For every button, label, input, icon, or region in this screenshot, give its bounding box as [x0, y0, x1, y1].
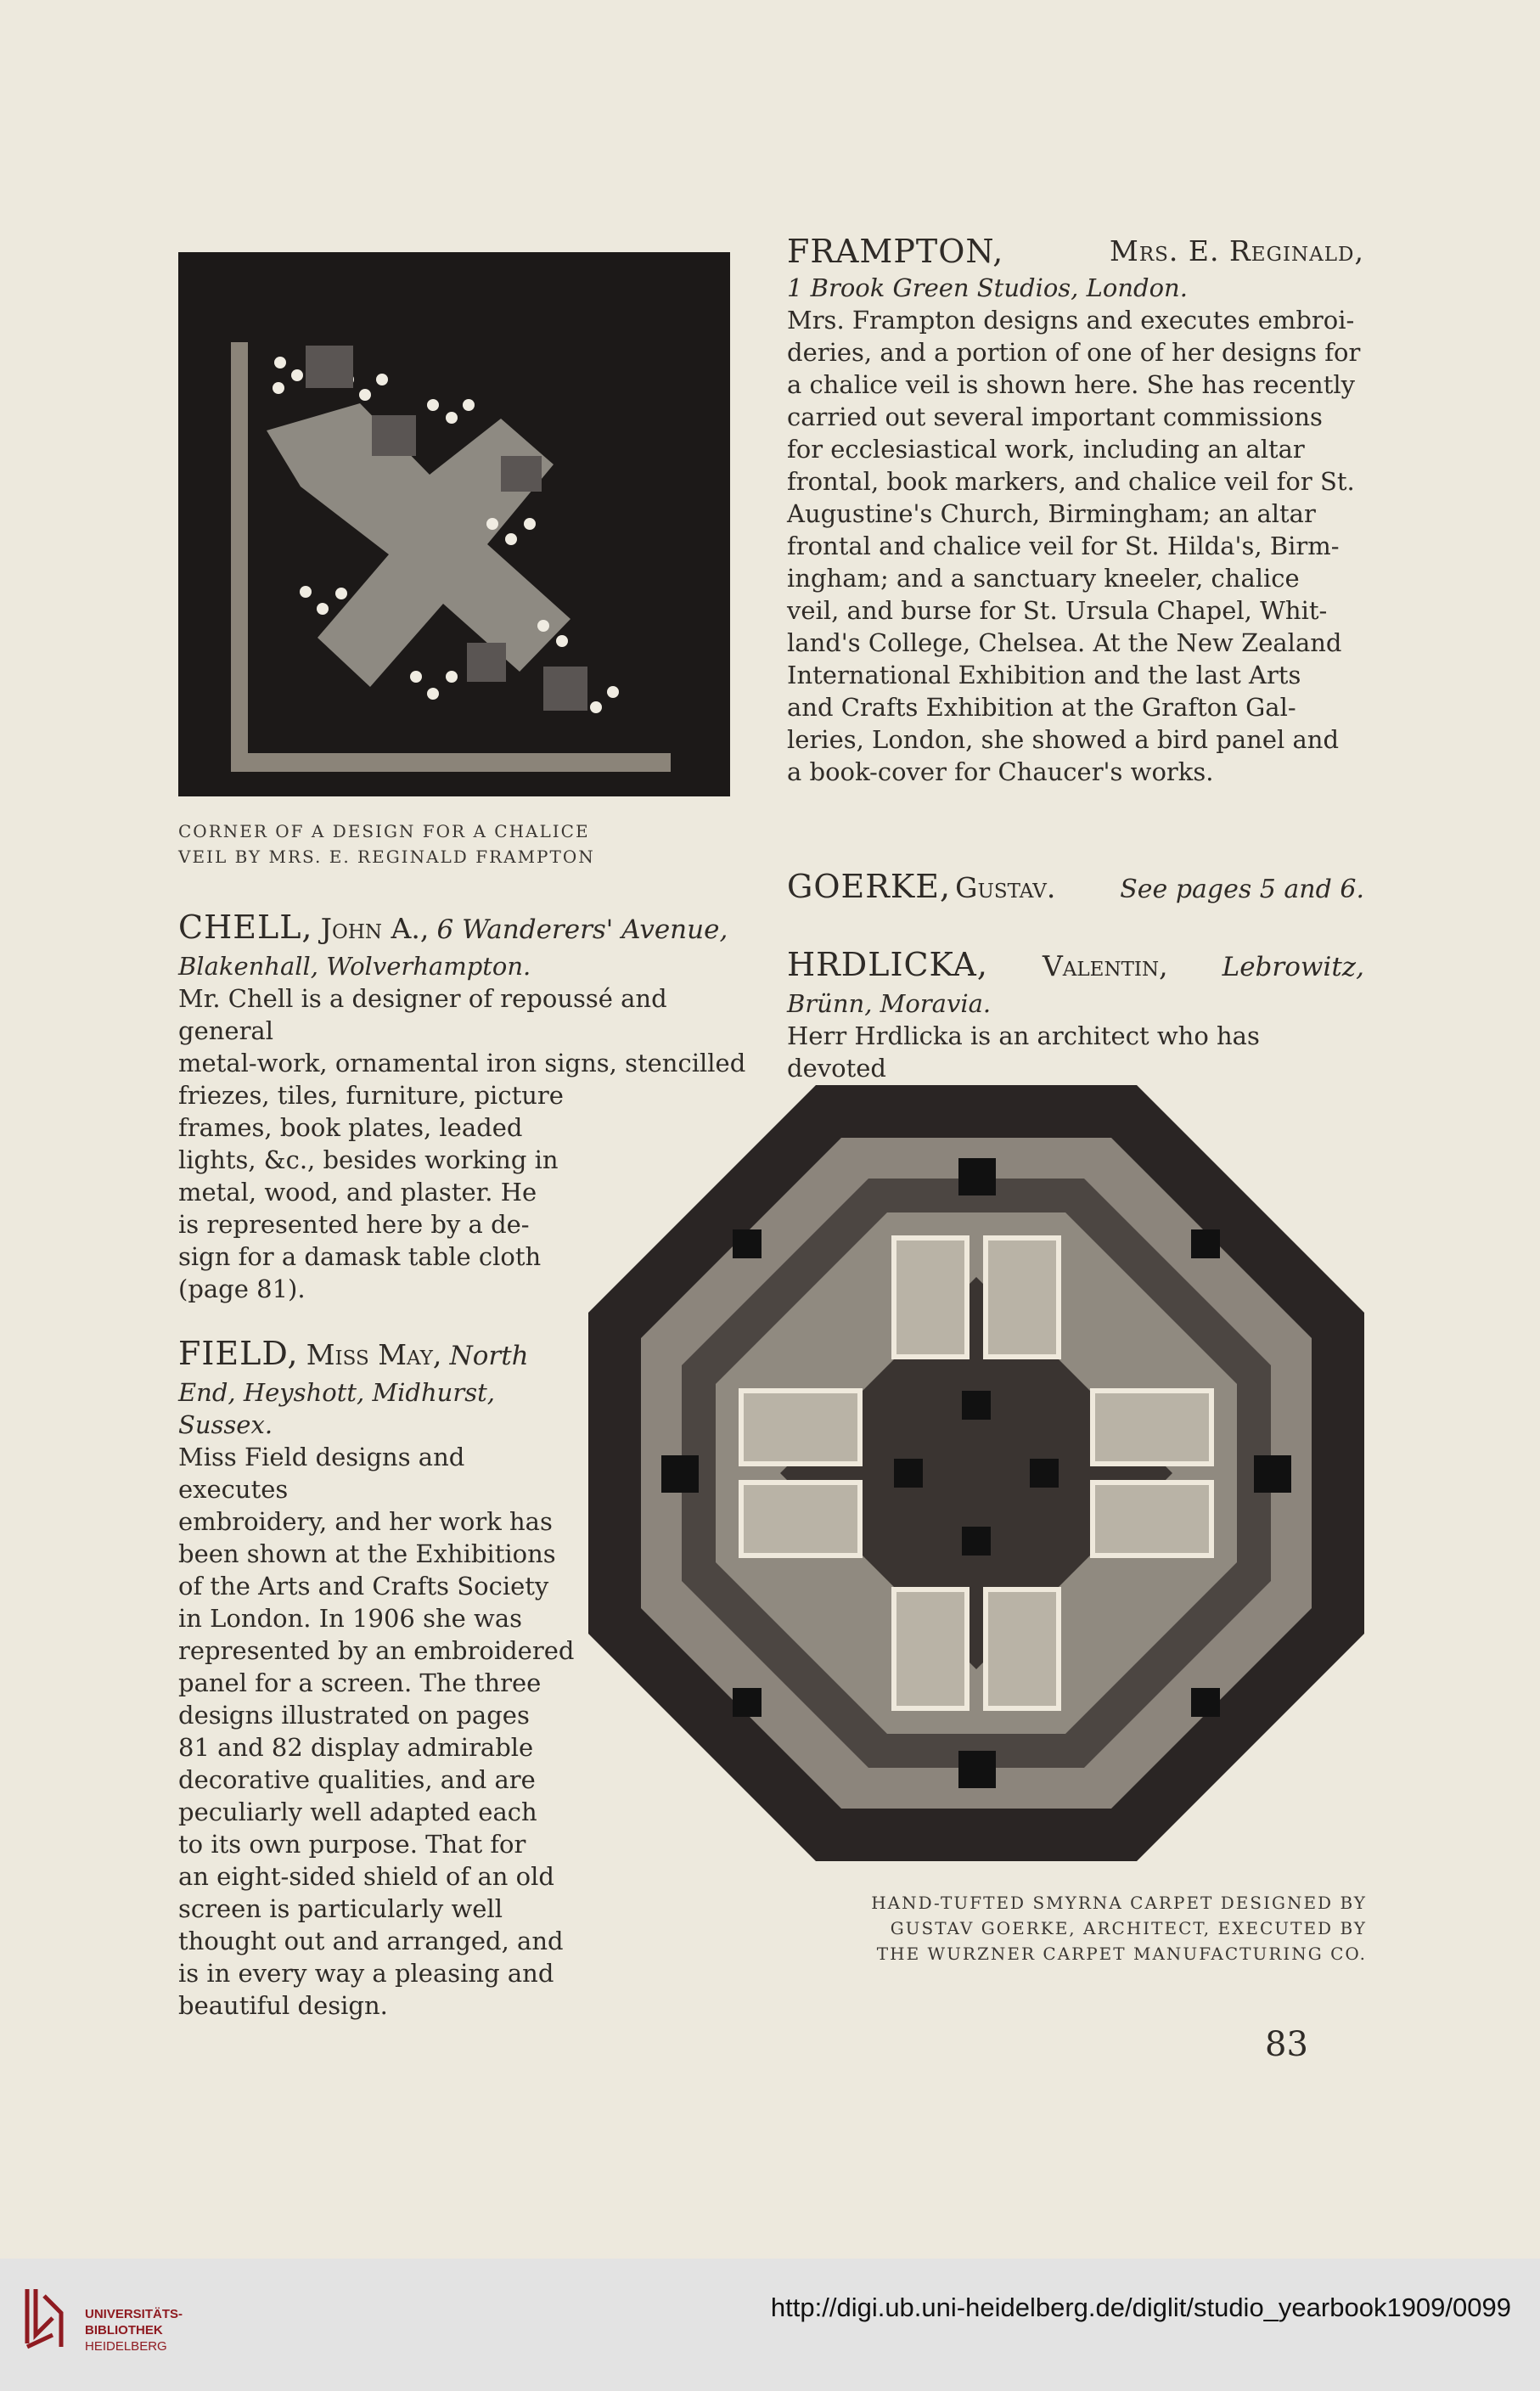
- field-entry: [178, 1333, 577, 2022]
- text-line: (page 81).: [178, 1274, 306, 1303]
- text-line: Miss Field designs and executes: [178, 1443, 465, 1504]
- text-line: deries, and a portion of one of her designs for: [787, 338, 1361, 367]
- text-line: carried out several important commissions: [787, 402, 1323, 431]
- text-line: of the Arts and Crafts Society: [178, 1572, 549, 1601]
- entry-text: [787, 304, 1364, 788]
- source-url-link[interactable]: http://digi.ub.uni-heidelberg.de/diglit/studio_yearbook1909/0099: [770, 2293, 1511, 2322]
- text-line: to its own purpose. That for: [178, 1830, 526, 1859]
- entry-heading: [178, 1333, 577, 1376]
- text-line: panel for a screen. The three: [178, 1668, 542, 1697]
- goerke-heading: [787, 868, 1055, 905]
- text-line: friezes, tiles, furniture, picture: [178, 1081, 564, 1110]
- page-number: 83: [1265, 2025, 1308, 2064]
- entry-address: Blakenhall, Wolverhampton.: [178, 952, 531, 981]
- text-line: embroidery, and her work has: [178, 1507, 553, 1536]
- text-line: beautiful design.: [178, 1991, 388, 2020]
- text-line: sign for a damask table cloth: [178, 1242, 542, 1271]
- library-line: UNIVERSITÄTS-: [85, 2307, 183, 2321]
- text-line: frontal and chalice veil for St. Hilda's, Birm-: [787, 532, 1340, 560]
- entry-name: FRAMPTON,: [787, 233, 1004, 270]
- text-line: veil, and burse for St. Ursula Chapel, Whit-: [787, 596, 1328, 625]
- text-line: a chalice veil is shown here. She has recently: [787, 370, 1356, 399]
- text-line: an eight-sided shield of an old: [178, 1862, 554, 1891]
- text-line: metal-work, ornamental iron signs, stencilled: [178, 1049, 746, 1077]
- chalice-veil-caption: [178, 819, 730, 869]
- hrdlicka-entry: [787, 944, 1364, 1084]
- library-logo-icon: [19, 2284, 70, 2352]
- entry-name: HRDLICKA,: [787, 946, 988, 983]
- narrow-text-block: [178, 1079, 569, 1305]
- text-line: is represented here by a de-: [178, 1210, 530, 1239]
- text-line: a book-cover for Chaucer's works.: [787, 757, 1214, 786]
- library-name: [85, 2306, 183, 2354]
- frampton-entry: [787, 231, 1364, 788]
- caption-line: GUSTAV GOERKE, ARCHITECT, EXECUTED BY: [890, 1918, 1367, 1938]
- entry-first-name: Valentin,: [1042, 949, 1168, 982]
- text-line: metal, wood, and plaster. He: [178, 1178, 537, 1207]
- text-line: Mrs. Frampton designs and executes embroi-: [787, 306, 1355, 335]
- entry-name: GOERKE,: [787, 868, 952, 905]
- text-line: peculiarly well adapted each: [178, 1797, 537, 1826]
- text-line: International Exhibition and the last Arts: [787, 661, 1301, 689]
- entry-title: Mrs. E. Reginald,: [1110, 234, 1364, 267]
- text-line: leries, London, she showed a bird panel and: [787, 725, 1340, 754]
- see-pages-reference: See pages 5 and 6.: [1120, 875, 1364, 904]
- entry-name: CHELL,: [178, 909, 313, 946]
- library-line: HEIDELBERG: [85, 2339, 167, 2354]
- text-line: for ecclesiastical work, including an altar: [787, 435, 1305, 464]
- chalice-veil-illustration: [178, 252, 730, 796]
- entry-name: FIELD,: [178, 1335, 299, 1372]
- text-line: frontal, book markers, and chalice veil for St.: [787, 467, 1355, 496]
- text-line: is in every way a pleasing and: [178, 1959, 554, 1988]
- goerke-entry: [787, 868, 1364, 905]
- caption-line: VEIL BY MRS. E. REGINALD FRAMPTON: [178, 847, 595, 867]
- text-line: frames, book plates, leaded: [178, 1113, 523, 1142]
- text-line: thought out and arranged, and: [178, 1927, 564, 1955]
- text-line: and Crafts Exhibition at the Grafton Gal-: [787, 693, 1296, 722]
- carpet-caption: [823, 1890, 1367, 1966]
- text-line: screen is particularly well: [178, 1894, 503, 1923]
- entry-heading: [178, 907, 756, 950]
- text-line: Augustine's Church, Birmingham; an altar: [787, 499, 1316, 528]
- caption-line: HAND-TUFTED SMYRNA CARPET DESIGNED BY: [871, 1893, 1367, 1913]
- entry-address: Brünn, Moravia.: [787, 989, 992, 1018]
- entry-address-number: 6 Wanderers' Avenue,: [436, 914, 728, 945]
- text-line: been shown at the Exhibitions: [178, 1539, 556, 1568]
- text-line: Herr Hrdlicka is an architect who has devoted: [787, 1021, 1260, 1083]
- text-line: lights, &c., besides working in: [178, 1145, 559, 1174]
- library-line: BIBLIOTHEK: [85, 2323, 163, 2338]
- text-line: Mr. Chell is a designer of repoussé and general: [178, 984, 667, 1045]
- chalice-veil-figure: [178, 252, 730, 796]
- entry-first-name: Gustav.: [955, 871, 1056, 904]
- entry-address-start: North: [449, 1341, 529, 1371]
- entry-address: 1 Brook Green Studios, London.: [787, 273, 1188, 302]
- text-line: 81 and 82 display admirable: [178, 1733, 534, 1762]
- entry-address: End, Heyshott, Midhurst, Sussex.: [178, 1378, 495, 1439]
- caption-line: THE WURZNER CARPET MANUFACTURING CO.: [876, 1944, 1367, 1964]
- entry-first-name: John A.,: [320, 912, 430, 945]
- footer-bar: [0, 2259, 1540, 2391]
- entry-first-name: Miss May,: [306, 1338, 442, 1371]
- text-line: designs illustrated on pages: [178, 1701, 530, 1730]
- chell-entry: [178, 907, 756, 1305]
- caption-line: CORNER OF A DESIGN FOR A CHALICE: [178, 821, 590, 841]
- entry-heading: [787, 944, 1364, 987]
- text-line: in London. In 1906 she was: [178, 1604, 523, 1633]
- text-line: represented by an embroidered: [178, 1636, 575, 1665]
- text-line: ingham; and a sanctuary kneeler, chalice: [787, 564, 1300, 593]
- entry-place: Lebrowitz,: [1222, 952, 1364, 982]
- text-line: land's College, Chelsea. At the New Zealand: [787, 628, 1342, 657]
- entry-heading: [787, 231, 1364, 272]
- text-line: decorative qualities, and are: [178, 1765, 536, 1794]
